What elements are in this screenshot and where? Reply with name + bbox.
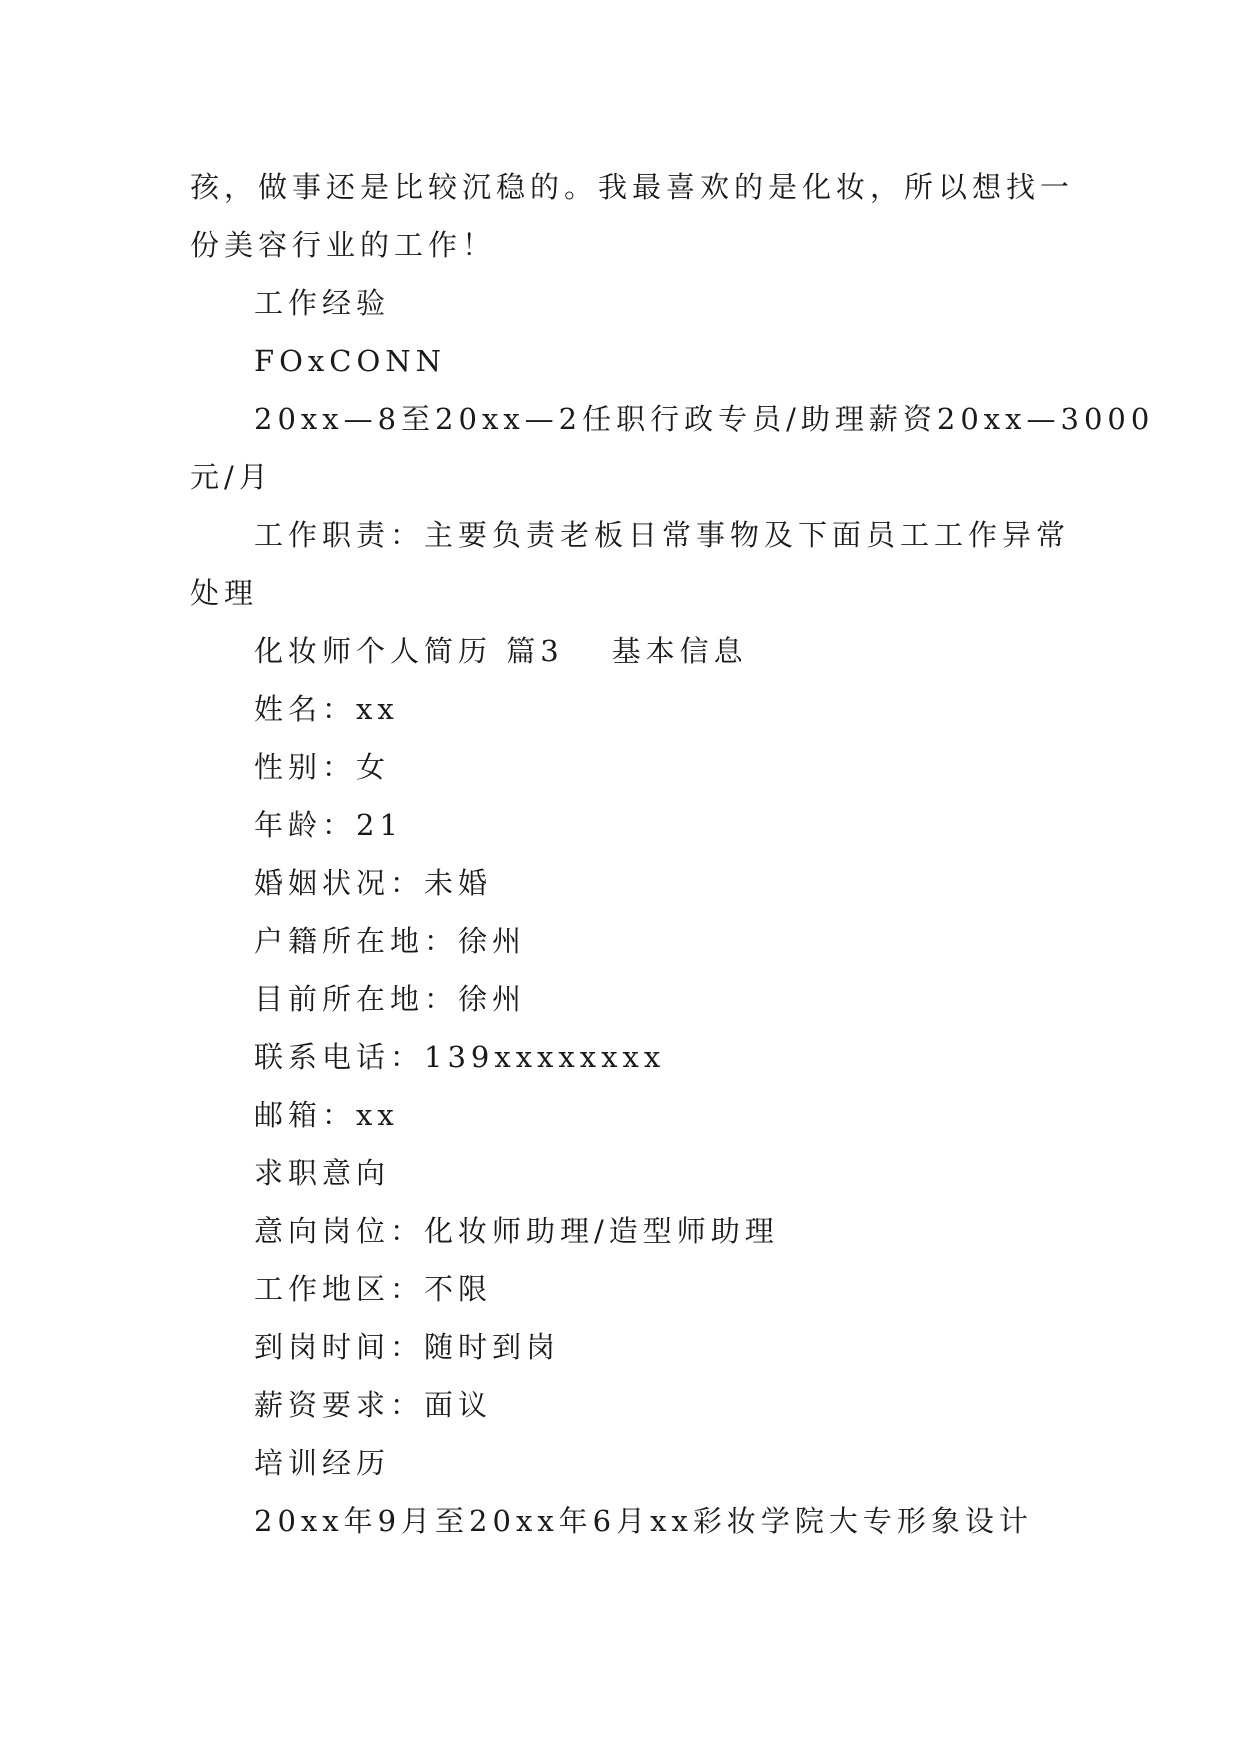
info-email: 邮箱：xx xyxy=(254,1098,399,1132)
info-current-location: 目前所在地：徐州 xyxy=(254,982,527,1016)
intention-area: 工作地区：不限 xyxy=(254,1272,493,1306)
job-duty-continuation: 处理 xyxy=(190,576,259,610)
section-subtitle: 基本信息 xyxy=(611,634,748,668)
info-phone: 联系电话：139xxxxxxxx xyxy=(254,1040,666,1074)
work-experience-heading: 工作经验 xyxy=(254,286,391,320)
intro-line-1: 孩，做事还是比较沉稳的。我最喜欢的是化妆，所以想找一 xyxy=(190,170,1075,204)
intro-line-2: 份美容行业的工作！ xyxy=(190,228,497,262)
company-name: FOxCONN xyxy=(254,344,446,378)
job-salary-unit-line: 元/月 xyxy=(190,460,273,494)
section-heading xyxy=(190,622,1060,680)
training-item: 20xx年9月至20xx年6月xx彩妆学院大专形象设计 xyxy=(254,1504,1033,1538)
job-intention-heading: 求职意向 xyxy=(254,1156,391,1190)
job-period-line: 20xx—8至20xx—2任职行政专员/助理薪资20xx—3000 xyxy=(254,402,1155,436)
info-name: 姓名：xx xyxy=(254,692,399,726)
document-body xyxy=(190,158,1155,1550)
intention-salary: 薪资要求：面议 xyxy=(254,1388,493,1422)
info-marital-status: 婚姻状况：未婚 xyxy=(254,866,493,900)
training-heading: 培训经历 xyxy=(254,1446,391,1480)
intention-start-time: 到岗时间：随时到岗 xyxy=(254,1330,561,1364)
intention-position: 意向岗位：化妆师助理/造型师助理 xyxy=(254,1214,779,1248)
info-age: 年龄：21 xyxy=(254,808,403,842)
section-title: 化妆师个人简历 篇3 xyxy=(254,634,564,668)
info-household-registration: 户籍所在地：徐州 xyxy=(254,924,527,958)
job-duty-line: 工作职责：主要负责老板日常事物及下面员工工作异常 xyxy=(254,518,1071,552)
info-gender: 性别：女 xyxy=(254,750,391,784)
